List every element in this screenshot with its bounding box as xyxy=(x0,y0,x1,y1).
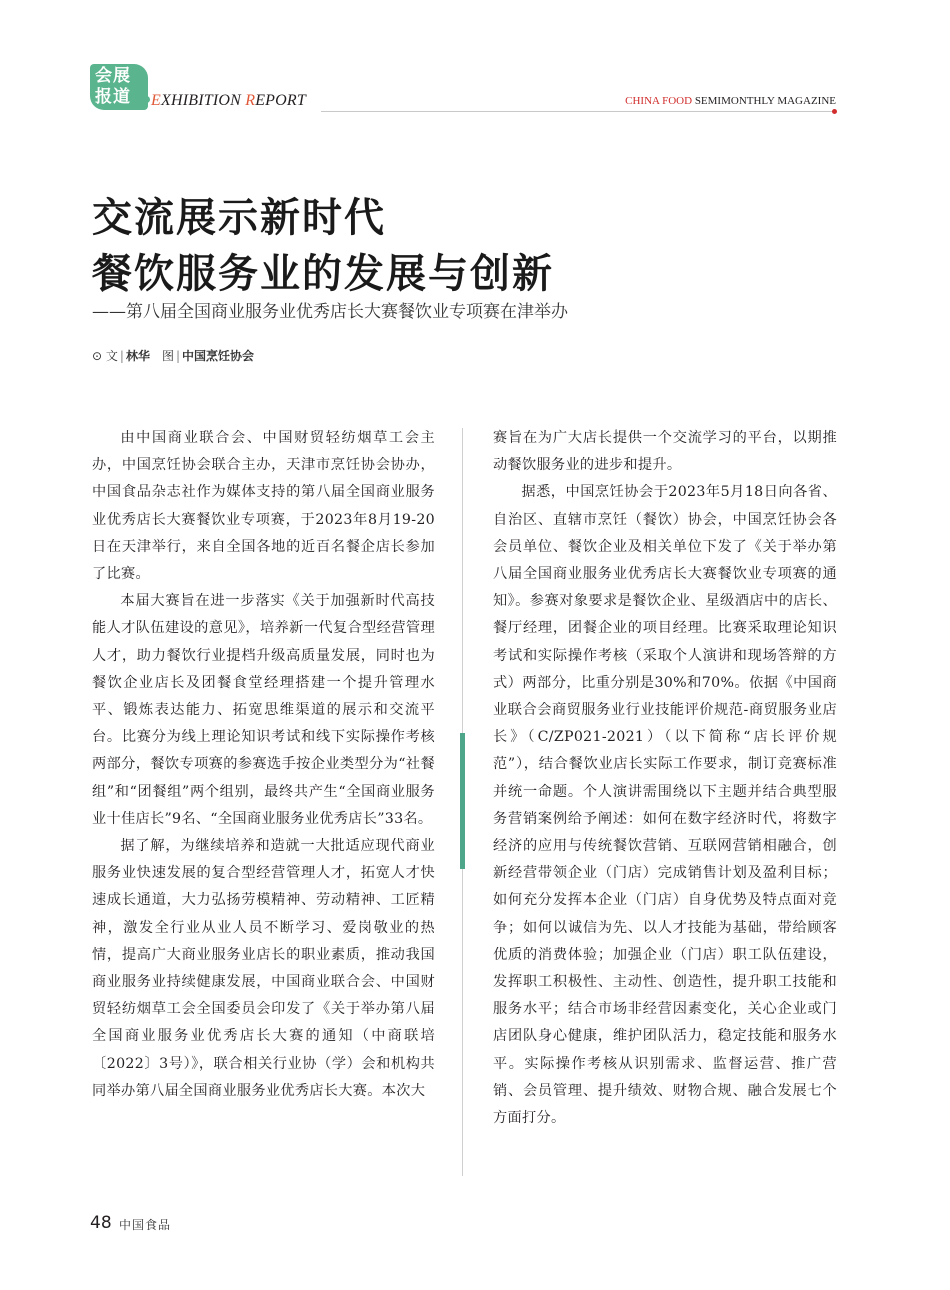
byline xyxy=(92,347,254,364)
rule-dot-icon xyxy=(832,109,837,114)
byline-circle-icon: ⊙ xyxy=(92,349,103,363)
photo-credit: 中国烹饪协会 xyxy=(182,349,255,363)
article-title-line1: 交流展示新时代 xyxy=(92,195,386,241)
section-cap-e: E xyxy=(151,92,161,109)
left-column xyxy=(92,425,435,1105)
author-label: 文 xyxy=(105,349,118,363)
section-word-xhibition: XHIBITION xyxy=(160,92,246,109)
paragraph: 本届大赛旨在进一步落实《关于加强新时代高技能人才队伍建设的意见》，培养新一代复合型经营管理人才，助力餐饮行业提档升级高质量发展，同时也为餐饮企业店长及团餐食堂经理搭建一个提升管理水平、锻炼表达能力、拓宽思维渠道的展示和交流平台。比赛分为线上理论知识考试和线下实际操作考核两部分，餐饮专项赛的参赛选手按企业类型分为“社餐组”和“团餐组”两个组别，最终共产生“全国商业服务业十佳店长”9名、“全国商业服务业优秀店长”33名。 xyxy=(92,593,435,827)
magazine-name-red: CHINA FOOD xyxy=(625,95,693,107)
magazine-masthead xyxy=(625,95,836,107)
badge-text-line2: 报道 xyxy=(95,87,131,107)
section-label-english xyxy=(151,92,306,110)
article-title-line2: 餐饮服务业的发展与创新 xyxy=(92,251,554,297)
magazine-name-rest: SEMIMONTHLY MAGAZINE xyxy=(692,95,836,107)
badge-dot-icon xyxy=(143,96,150,103)
column-accent-bar xyxy=(460,733,465,869)
paragraph: 由中国商业联合会、中国财贸轻纺烟草工会主办，中国烹饪协会联合主办，天津市烹饪协会协办，中国食品杂志社作为媒体支持的第八届全国商业服务业优秀店长大赛餐饮业专项赛，于2023年8月19-20日在天津举行，来自全国各地的近百名餐企店长参加了比赛。 xyxy=(92,430,435,583)
paragraph-continued: 赛旨在为广大店长提供一个交流学习的平台，以期推动餐饮服务业的进步和提升。 xyxy=(493,430,837,474)
right-column xyxy=(493,425,837,1132)
author-name: 林华 xyxy=(125,349,150,363)
section-cap-r: R xyxy=(245,92,256,109)
photo-label: 图 xyxy=(161,349,174,363)
section-word-eport: EPORT xyxy=(255,92,306,109)
paragraph: 据了解，为继续培养和造就一大批适应现代商业服务业快速发展的复合型经营管理人才，拓宽人才快速成长通道，大力弘扬劳模精神、劳动精神、工匠精神，激发全行业从业人员不断学习、爱岗敬业的热情，提高广大商业服务业店长的职业素质，推动我国商业服务业持续健康发展，中国商业联合会、中国财贸轻纺烟草工会全国委员会印发了《关于举办第八届全国商业服务业优秀店长大赛的通知（中商联培〔2022〕3号）》，联合相关行业协（学）会和机构共同举办第八届全国商业服务业优秀店长大赛。本次大 xyxy=(92,838,435,1099)
header-rule xyxy=(321,111,835,112)
section-badge xyxy=(90,64,148,110)
byline-separator: | xyxy=(119,349,124,363)
badge-text-line1: 会展 xyxy=(95,66,131,86)
article-subtitle: ——第八届全国商业服务业优秀店长大赛餐饮业专项赛在津举办 xyxy=(92,302,568,322)
paragraph: 据悉，中国烹饪协会于2023年5月18日向各省、自治区、直辖市烹饪（餐饮）协会，中国烹饪协会各会员单位、餐饮企业及相关单位下发了《关于举办第八届全国商业服务业优秀店长大赛餐饮业专项赛的通知》。参赛对象要求是餐饮企业、星级酒店中的店长、餐厅经理，团餐企业的项目经理。比赛采取理论知识考试和实际操作考核（采取个人演讲和现场答辩的方式）两部分，比重分别是30%和70%。依据《中国商业联合会商贸服务业行业技能评价规范-商贸服务业店长》（C/ZP021-2021）（以下简称“店长评价规范”），结合餐饮业店长实际工作要求，制订竞赛标准并统一命题。个人演讲需围绕以下主题并结合典型服务营销案例给予阐述：如何在数字经济时代，将数字经济的应用与传统餐饮营销、互联网营销相融合，创新经营带领企业（门店）完成销售计划及盈利目标；如何充分发挥本企业（门店）自身优势及特点面对竞争；如何以诚信为先、以人才技能为基础，带给顾客优质的消费体验；加强企业（门店）职工队伍建设，发挥职工积极性、主动性、创造性，提升职工技能和服务水平；结合市场非经营因素变化，关心企业或门店团队身心健康，维护团队活力，稳定技能和服务水平。实际操作考核从识别需求、监督运营、推广营销、会员管理、提升绩效、财物合规、融合发展七个方面打分。 xyxy=(493,484,837,1127)
page-number: 48 xyxy=(90,1213,112,1233)
byline-separator: | xyxy=(175,349,181,363)
footer-magazine-name: 中国食品 xyxy=(119,1218,172,1232)
